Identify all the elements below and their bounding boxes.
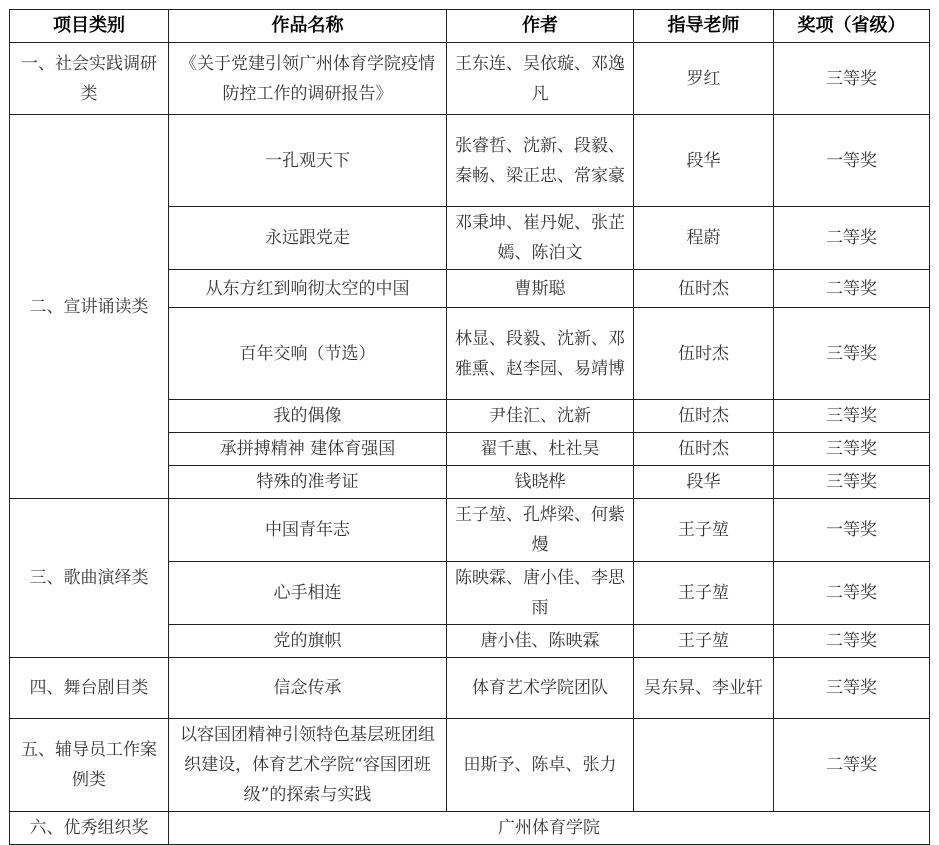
author-cell: 邓秉坤、崔丹妮、张芷嫣、陈泊文 bbox=[447, 207, 634, 270]
work-cell: 党的旗帜 bbox=[169, 625, 447, 658]
author-cell: 钱晓桦 bbox=[447, 466, 634, 499]
work-cell: 中国青年志 bbox=[169, 499, 447, 562]
award-cell: 二等奖 bbox=[774, 207, 930, 270]
author-cell: 王子堃、孔烨梁、何紫熳 bbox=[447, 499, 634, 562]
award-cell: 三等奖 bbox=[774, 466, 930, 499]
advisor-cell: 段华 bbox=[634, 466, 774, 499]
award-cell: 三等奖 bbox=[774, 43, 930, 115]
author-cell: 翟千惠、杜社昊 bbox=[447, 433, 634, 466]
work-cell: 以容国团精神引领特色基层班团组织建设，体育艺术学院“容国团班级”的探索与实践 bbox=[169, 719, 447, 812]
table-row bbox=[10, 658, 930, 719]
award-cell: 二等奖 bbox=[774, 270, 930, 308]
award-cell: 二等奖 bbox=[774, 719, 930, 812]
advisor-cell: 伍时杰 bbox=[634, 308, 774, 400]
award-cell: 二等奖 bbox=[774, 625, 930, 658]
category-cell: 六、优秀组织奖 bbox=[10, 812, 169, 845]
header-category: 项目类别 bbox=[10, 10, 169, 43]
work-cell: 从东方红到响彻太空的中国 bbox=[169, 270, 447, 308]
category-cell: 五、辅导员工作案例类 bbox=[10, 719, 169, 812]
awards-table bbox=[9, 9, 930, 845]
award-cell: 三等奖 bbox=[774, 433, 930, 466]
award-cell: 一等奖 bbox=[774, 115, 930, 207]
header-award: 奖项（省级） bbox=[774, 10, 930, 43]
advisor-cell: 段华 bbox=[634, 115, 774, 207]
award-cell: 三等奖 bbox=[774, 400, 930, 433]
work-cell: 百年交响（节选） bbox=[169, 308, 447, 400]
table-row bbox=[10, 812, 930, 845]
author-cell: 王东连、吴依璇、邓逸凡 bbox=[447, 43, 634, 115]
header-author: 作者 bbox=[447, 10, 634, 43]
advisor-cell: 王子堃 bbox=[634, 499, 774, 562]
advisor-cell: 程蔚 bbox=[634, 207, 774, 270]
advisor-cell: 伍时杰 bbox=[634, 433, 774, 466]
work-cell: 我的偶像 bbox=[169, 400, 447, 433]
category-cell: 四、舞台剧目类 bbox=[10, 658, 169, 719]
header-advisor: 指导老师 bbox=[634, 10, 774, 43]
author-cell: 曹斯聪 bbox=[447, 270, 634, 308]
advisor-cell: 伍时杰 bbox=[634, 400, 774, 433]
table-row bbox=[10, 115, 930, 207]
advisor-cell bbox=[634, 719, 774, 812]
author-cell: 陈映霖、唐小佳、李思雨 bbox=[447, 562, 634, 625]
advisor-cell: 王子堃 bbox=[634, 562, 774, 625]
work-cell: 心手相连 bbox=[169, 562, 447, 625]
work-cell: 一孔观天下 bbox=[169, 115, 447, 207]
work-cell: 信念传承 bbox=[169, 658, 447, 719]
advisor-cell: 伍时杰 bbox=[634, 270, 774, 308]
table-row bbox=[10, 43, 930, 115]
work-cell: 《关于党建引领广州体育学院疫情防控工作的调研报告》 bbox=[169, 43, 447, 115]
category-cell: 二、宣讲诵读类 bbox=[10, 115, 169, 499]
author-cell: 田斯予、陈卓、张力 bbox=[447, 719, 634, 812]
award-cell: 三等奖 bbox=[774, 658, 930, 719]
category-cell: 一、社会实践调研类 bbox=[10, 43, 169, 115]
author-cell: 唐小佳、陈映霖 bbox=[447, 625, 634, 658]
advisor-cell: 吴东昇、李业轩 bbox=[634, 658, 774, 719]
work-cell: 特殊的准考证 bbox=[169, 466, 447, 499]
work-cell: 永远跟党走 bbox=[169, 207, 447, 270]
header-work: 作品名称 bbox=[169, 10, 447, 43]
author-cell: 体育艺术学院团队 bbox=[447, 658, 634, 719]
organization-cell: 广州体育学院 bbox=[169, 812, 930, 845]
author-cell: 张睿哲、沈新、段毅、秦畅、梁正忠、常家豪 bbox=[447, 115, 634, 207]
award-cell: 二等奖 bbox=[774, 562, 930, 625]
header-row bbox=[10, 10, 930, 43]
author-cell: 尹佳汇、沈新 bbox=[447, 400, 634, 433]
award-cell: 一等奖 bbox=[774, 499, 930, 562]
advisor-cell: 王子堃 bbox=[634, 625, 774, 658]
work-cell: 承拼搏精神 建体育强国 bbox=[169, 433, 447, 466]
advisor-cell: 罗红 bbox=[634, 43, 774, 115]
category-cell: 三、歌曲演绎类 bbox=[10, 499, 169, 658]
table-row bbox=[10, 719, 930, 812]
award-cell: 三等奖 bbox=[774, 308, 930, 400]
table-row bbox=[10, 499, 930, 562]
author-cell: 林显、段毅、沈新、邓雅熏、赵李园、易靖博 bbox=[447, 308, 634, 400]
